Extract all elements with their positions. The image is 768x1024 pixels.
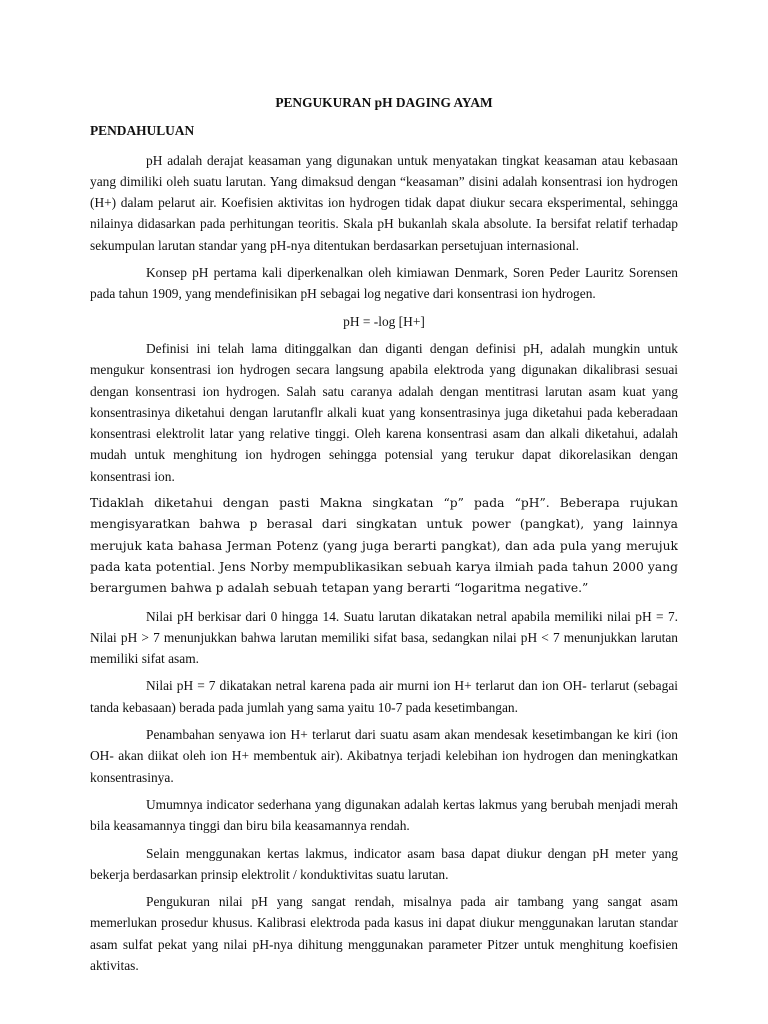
- paragraph-h-addition: Penambahan senyawa ion H+ terlarut dari suatu asam akan mendesak kesetimbangan ke kiri (ion OH- akan diikat oleh ion H+ membentuk air). Akibatnya terjadi kelebihan ion hydrogen dan meningkatkan konsentrasinya.: [90, 727, 678, 785]
- paragraph-ph-range: Nilai pH berkisar dari 0 hingga 14. Suatu larutan dikatakan netral apabila memiliki nilai pH = 7. Nilai pH > 7 menunjukkan bahwa larutan memiliki sifat basa, sedangkan nilai pH < 7 menunjukkan larutan memiliki sifat asam.: [90, 608, 678, 667]
- paragraph-definition-measurement: Definisi ini telah lama ditinggalkan dan diganti dengan definisi pH, adalah mungkin untuk mengukur konsentrasi ion hydrogen secara langsung apabila elektroda yang digunakan dikalibrasi sesuai dengan konsentrasi ion hydrogen. Salah satu caranya adalah dengan mentitrasi larutan asam kuat yang konsentrasinya diketahui dengan larutanflr alkali kuat yang konsentrasinya juga diketahui pada keberadaan konsentrasi elektrolit latar yang relative tinggi. Oleh karena konsentrasi asam dan alkali diketahui, adalah mudah untuk menghitung ion hydrogen sehingga potensial yang terukur dapat dikorelasikan dengan konsentrasi ion.: [90, 340, 678, 484]
- document-title: PENGUKURAN pH DAGING AYAM: [275, 95, 493, 110]
- ph-formula: pH = -log [H+]: [343, 313, 425, 329]
- section-heading: PENDAHULUAN: [90, 123, 195, 139]
- document-body: [90, 92, 678, 982]
- paragraph-low-ph-measurement: Pengukuran nilai pH yang sangat rendah, misalnya pada air tambang yang sangat asam memerlukan prosedur khusus. Kalibrasi elektroda pada kasus ini dapat diukur menggunakan larutan standar asam sulfat pekat yang nilai pH-nya dihitung menggunakan parameter Pitzer untuk menghitung koefisien aktivitas.: [90, 894, 678, 973]
- paragraph-ph-meter: Selain menggunakan kertas lakmus, indicator asam basa dapat diukur dengan pH meter yang bekerja berdasarkan prinsip elektrolit / konduktivitas suatu larutan.: [90, 845, 678, 882]
- paragraph-neutral-ph: Nilai pH = 7 dikatakan netral karena pada air murni ion H+ terlarut dan ion OH- terlarut (sebagai tanda kebasaan) berada pada jumlah yang sama yaitu 10-7 pada kesetimbangan.: [90, 678, 678, 715]
- paragraph-litmus-indicator: Umumnya indicator sederhana yang digunakan adalah kertas lakmus yang berubah menjadi merah bila keasamannya tinggi dan biru bila keasamannya rendah.: [90, 796, 678, 834]
- paragraph-p-meaning: Tidaklah diketahui dengan pasti Makna singkatan “p” pada “pH”. Beberapa rujukan mengisyaratkan bahwa p berasal dari singkatan untuk power (pangkat), yang lainnya merujuk kata bahasa Jerman Potenz (yang juga berarti pangkat), dan ada pula yang merujuk pada kata potential. Jens Norby mempublikasikan sebuah karya ilmiah pada tahun 2000 yang berargumen bahwa p adalah sebuah tetapan yang berarti “logaritma negative.”: [90, 496, 678, 596]
- paragraph-ph-definition: pH adalah derajat keasaman yang digunakan untuk menyatakan tingkat keasaman atau kebasaan yang dimiliki oleh suatu larutan. Yang dimaksud dengan “keasaman” disini adalah konsentrasi ion hydrogen (H+) dalam pelarut air. Koefisien aktivitas ion hydrogen tidak dapat diukur secara eksperimental, sehingga nilainya didasarkan pada perhitungan teoritis. Skala pH bukanlah skala absolute. Ia bersifat relatif terhadap sekumpulan larutan standar yang pH-nya ditentukan berdasarkan persetujuan internasional.: [90, 152, 678, 253]
- paragraph-ph-concept: Konsep pH pertama kali diperkenalkan oleh kimiawan Denmark, Soren Peder Lauritz Sorensen pada tahun 1909, yang mendefinisikan pH sebagai log negative dari konsentrasi ion hydrogen.: [90, 265, 678, 302]
